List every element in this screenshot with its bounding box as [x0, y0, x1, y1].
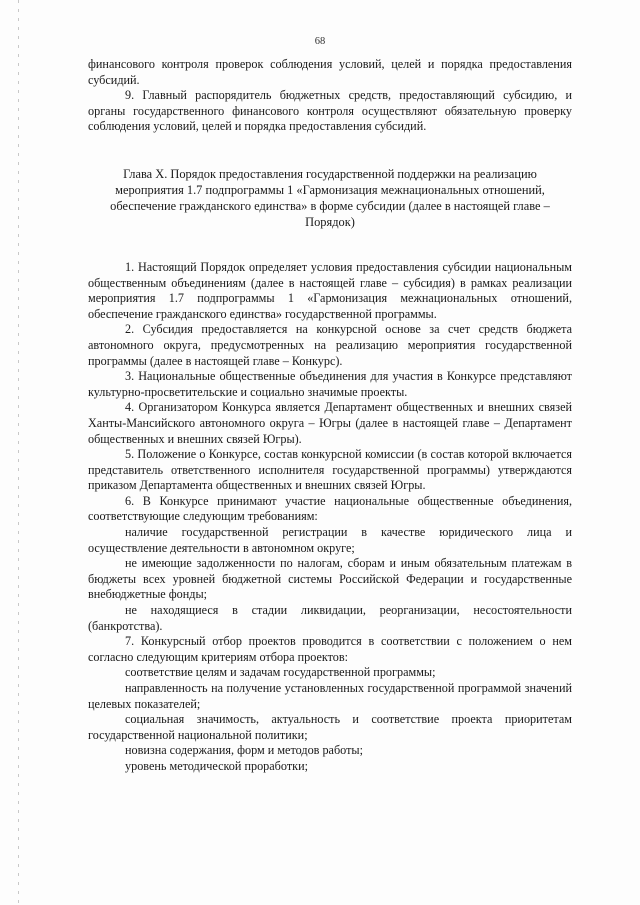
- requirement-no-debt: не имеющие задолженности по налогам, сборам и иным обязательным платежам в бюджеты всех уровней бюджетной системы Российской Федерации и государственные внебюджетные фонды;: [88, 556, 572, 602]
- item-6: 6. В Конкурсе принимают участие национальные общественные объединения, соответствующие следующим требованиям:: [88, 493, 572, 524]
- item-5: 5. Положение о Конкурсе, состав конкурсной комиссии (в состав которой включается представитель ответственного исполнителя государственной программы) утверждаются приказом Департамента общественных и внешних связей Югры.: [88, 447, 572, 493]
- criterion-significance: социальная значимость, актуальность и соответствие проекта приоритетам государственной национальной политики;: [88, 712, 572, 742]
- criterion-targets: направленность на получение установленных государственной программой значений целевых показателей;: [88, 681, 572, 711]
- chapter-items: [88, 260, 572, 775]
- item-7: 7. Конкурсный отбор проектов проводится в соответствии с положением о нем согласно следующим критериям отбора проектов:: [88, 634, 572, 664]
- item-3: 3. Национальные общественные объединения для участия в Конкурсе представляют культурно-просветительские и социально значимые проекты.: [88, 369, 572, 399]
- criterion-novelty: новизна содержания, форм и методов работы;: [125, 743, 364, 758]
- page-number: 68: [314, 36, 326, 47]
- requirement-registration: наличие государственной регистрации в качестве юридического лица и осуществление деятельности в автономном округе;: [88, 525, 572, 555]
- scan-edge-line: [18, 0, 19, 905]
- intro-paragraph-continued: финансового контроля проверок соблюдения условий, целей и порядка предоставления субсидий.: [88, 57, 572, 87]
- item-4: 4. Организатором Конкурса является Департамент общественных и внешних связей Ханты-Мансийского автономного округа – Югры (далее в настоящей главе – Департамент общественных и внешних связей Югры).: [88, 400, 572, 446]
- chapter-title: Глава X. Порядок предоставления государственной поддержки на реализацию мероприятия 1.7 подпрограммы 1 «Гармонизация межнациональных отношений, обеспечение гражданского единства» в форме субсидии (далее в настоящей главе – Порядок): [110, 166, 550, 229]
- intro-paragraph-9: 9. Главный распорядитель бюджетных средств, предоставляющий субсидию, и органы государственного финансового контроля осуществляют обязательную проверку соблюдения условий, целей и порядка предоставления субсидий.: [88, 88, 572, 134]
- document-body: [88, 57, 572, 775]
- item-1: 1. Настоящий Порядок определяет условия предоставления субсидии национальным общественным объединениям (далее в настоящей главе – субсидия) в рамках реализации мероприятия 1.7 подпрограммы 1 «Гармонизация межнациональных отношений, обеспечение гражданского единства» государственной программы.: [88, 259, 572, 321]
- criterion-goals: соответствие целям и задачам государственной программы;: [125, 665, 436, 680]
- item-2: 2. Субсидия предоставляется на конкурсной основе за счет средств бюджета автономного округа, предусмотренных на реализацию мероприятия государственной программы (далее в настоящей главе – Конкурс).: [88, 322, 572, 368]
- criterion-methodology: уровень методической проработки;: [125, 758, 308, 773]
- requirement-not-liquidating: не находящиеся в стадии ликвидации, реорганизации, несостоятельности (банкротства).: [88, 603, 572, 633]
